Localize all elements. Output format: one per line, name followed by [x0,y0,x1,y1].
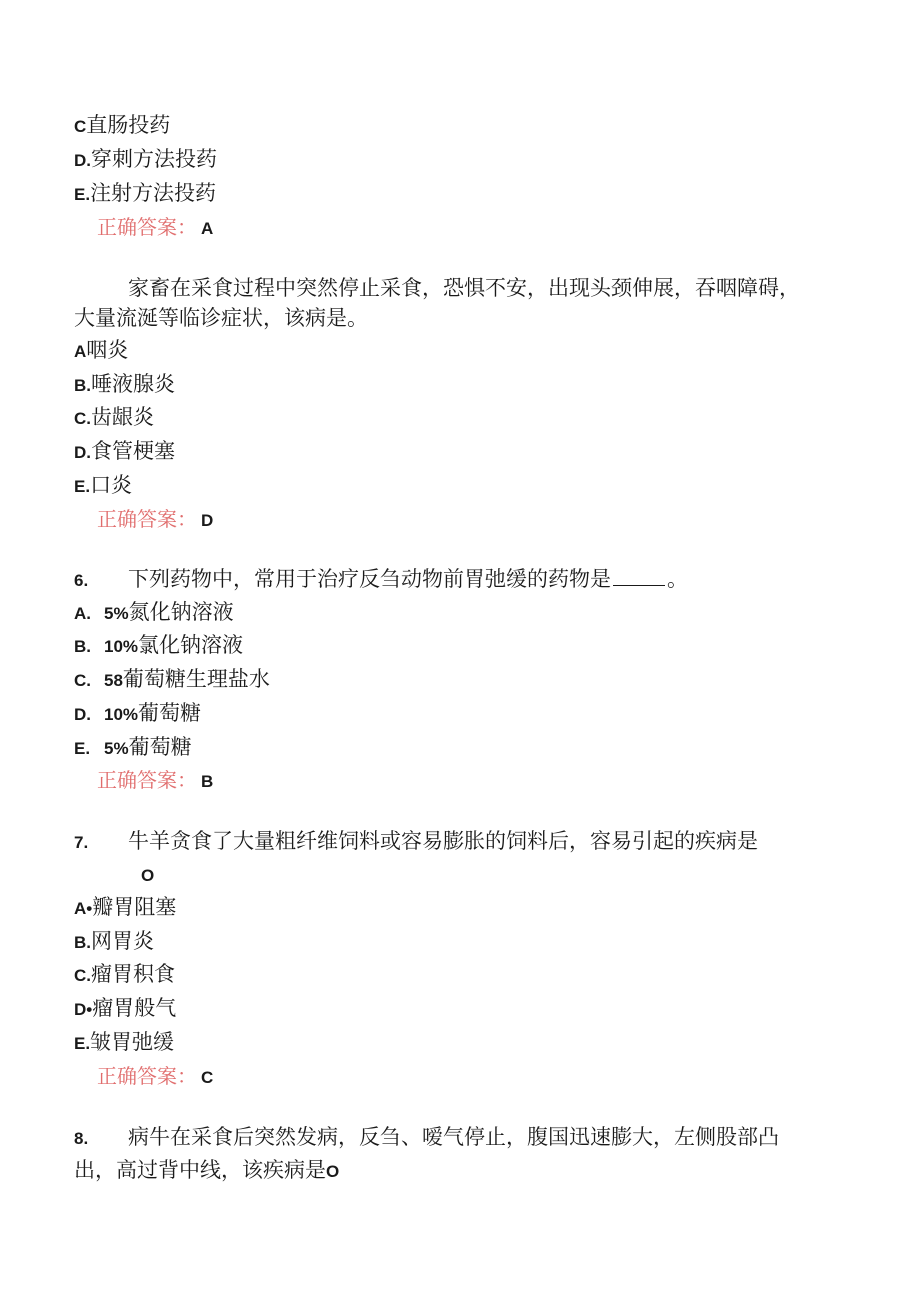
option-label: E. [74,477,91,496]
option-label: E. [74,185,91,204]
option-text: 氮化钠溶液 [128,600,234,624]
option-label: A• [74,899,93,918]
option-text: 食管梗塞 [91,439,175,463]
option-label: A. [74,604,91,623]
question-7 [74,826,758,858]
question-text: 病牛在采食后突然发病，反刍、嗳气停止，腹国迅速膨大，左侧股部凸 [128,1125,779,1149]
option-text: 瘤胃积食 [91,962,175,986]
option-text: 葡萄糖 [138,701,202,725]
option-value: 58 [104,671,123,690]
option-text: 口炎 [90,473,133,497]
option-text: 唾液腺炎 [91,372,175,396]
option-d-q5 [74,436,175,468]
option-label: D. [74,151,91,170]
question-trailing-mark: O [141,866,155,885]
answer-q7 [97,1061,213,1093]
option-text: 注射方法投药 [90,181,217,205]
option-b-q7 [74,926,154,958]
option-e-q7 [74,1027,174,1059]
answer-blank [613,567,665,586]
option-text: 网胃炎 [91,929,154,953]
option-label: E. [74,739,91,758]
question-text: 牛羊贪食了大量粗纤维饲料或容易膨胀的饲料后，容易引起的疾病是 [128,829,758,853]
question-number: 6. [74,571,89,590]
option-text: 齿龈炎 [91,405,154,429]
question-number: 7. [74,833,89,852]
question-end: 。 [667,567,688,591]
option-label: D. [74,443,91,462]
question-text: 家畜在采食过程中突然停止采食，恐惧不安，出现头颈伸展，吞咽障碍， [128,276,800,300]
option-value: 5% [104,739,129,758]
option-label: A [74,342,87,361]
answer-value: B [201,772,214,791]
option-text: 直肠投药 [86,113,171,137]
option-d-prev [74,144,217,176]
answer-q5 [97,504,213,536]
option-c-prev [74,110,170,142]
question-8-line2 [74,1155,339,1187]
question-8-line1 [74,1122,779,1154]
question-5-line2 [74,303,368,333]
option-label: D. [74,705,91,724]
option-c-q7 [74,959,175,991]
answer-label: 正确答案： [97,768,197,792]
question-text: 出，高过背中线，该疾病是 [74,1158,326,1182]
answer-label: 正确答案： [97,1064,197,1088]
option-label: C. [74,409,91,428]
option-value: 5% [104,604,129,623]
option-text: 咽炎 [86,338,129,362]
question-text: 大量流涎等临诊症状，该病是。 [74,306,368,330]
answer-value: C [201,1068,214,1087]
option-a-q6 [74,597,234,629]
option-value: 10% [104,637,139,656]
answer-label: 正确答案： [97,215,197,239]
option-c-q5 [74,402,154,434]
option-text: 葡萄糖 [128,735,192,759]
option-value: 10% [104,705,139,724]
option-a-q5 [74,335,128,367]
option-a-q7 [74,892,176,924]
question-number: 8. [74,1129,89,1148]
option-label: C. [74,966,91,985]
answer-q6 [97,765,213,797]
option-e-prev [74,178,216,210]
question-5-line1 [128,273,800,303]
option-d-q7 [74,993,176,1025]
answer-label: 正确答案： [97,507,197,531]
option-label: B. [74,637,91,656]
option-text: 瓣胃阻塞 [92,895,177,919]
question-trailing-mark: O [326,1162,340,1181]
option-b-q6 [74,630,243,662]
option-label: C [74,117,87,136]
option-label: C. [74,671,91,690]
answer-value: D [201,511,214,530]
answer-value: A [201,219,214,238]
option-c-q6 [74,664,270,696]
option-text: 氯化钠溶液 [138,633,244,657]
option-label: E. [74,1034,91,1053]
question-text: 下列药物中，常用于治疗反刍动物前胃弛缓的药物是 [128,567,611,591]
option-text: 瘤胃般气 [92,996,177,1020]
question-7-trailing [141,859,154,891]
answer-prev [97,212,213,244]
option-text: 皱胃弛缓 [90,1030,175,1054]
option-label: B. [74,933,91,952]
option-label: B. [74,376,91,395]
option-text: 葡萄糖生理盐水 [122,667,270,691]
option-e-q5 [74,470,132,502]
option-e-q6 [74,732,192,764]
option-text: 穿刺方法投药 [91,147,217,171]
question-6 [74,564,688,596]
option-b-q5 [74,369,175,401]
option-label: D• [74,1000,93,1019]
option-d-q6 [74,698,201,730]
